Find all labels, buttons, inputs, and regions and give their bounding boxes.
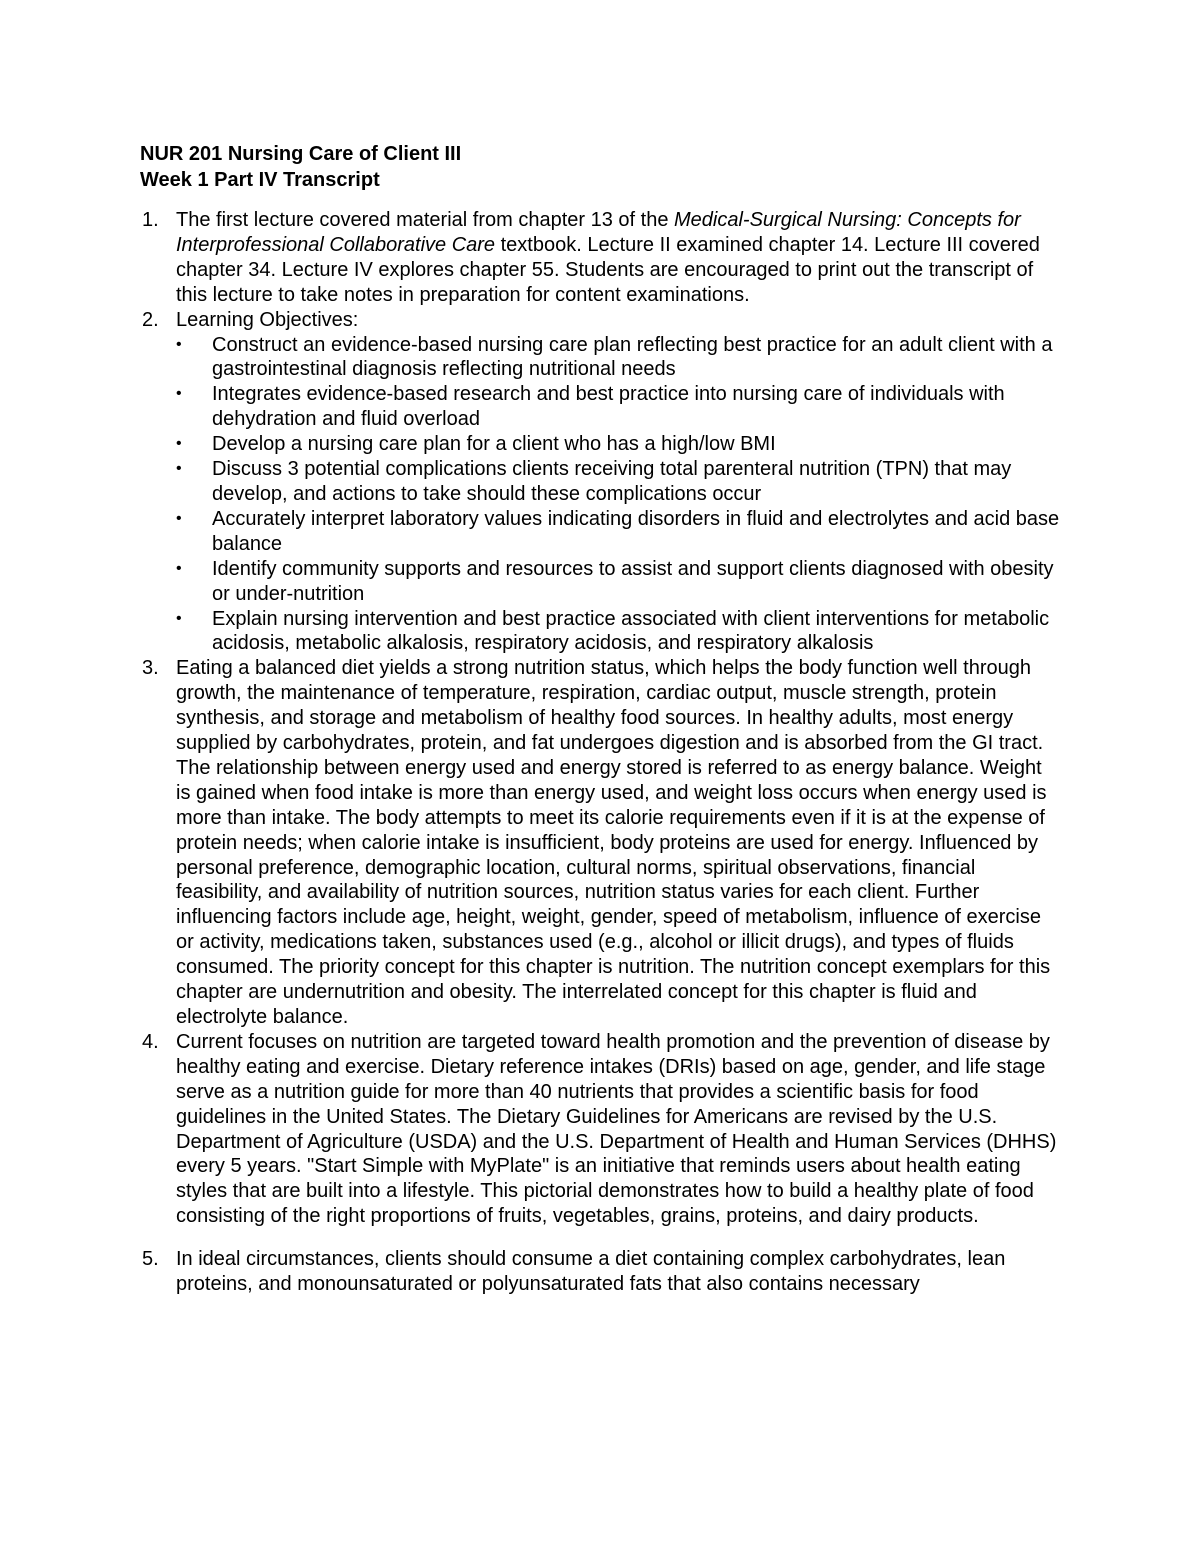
item-number: 1.	[142, 209, 159, 231]
document-title: NUR 201 Nursing Care of Client III	[140, 143, 462, 165]
item-text: Eating a balanced diet yields a strong nutrition status, which helps the body function well through growth, the maintenance of temperature, respiration, cardiac output, muscle strength, protein synthesis, and storage and metabolism of healthy food sources. In healthy adults, most energy supplied by carbohydrates, protein, and fat undergoes digestion and is absorbed from the GI tract. The relationship between energy used and energy stored is referred to as energy balance. Weight is gained when food intake is more than energy used, and weight loss occurs when energy used is more than intake. The body attempts to meet its calorie requirements even if it is at the expense of protein needs; when calorie intake is insufficient, body proteins are used for energy. Influenced by personal preference, demographic location, cultural norms, spiritual observations, financial feasibility, and availability of nutrition sources, nutrition status varies for each client. Further influencing factors include age, height, weight, gender, speed of metabolism, influence of exercise or activity, medications taken, substances used (e.g., alcohol or illicit drugs), and types of fluids consumed. The priority concept for this chapter is nutrition. The nutrition concept exemplars for this chapter are undernutrition and obesity. The interrelated concept for this chapter is fluid and electrolyte balance.	[176, 657, 1051, 1028]
objective-item: • Explain nursing intervention and best practice associated with client interventions for metabolic acidosis, metabolic alkalosis, respiratory acidosis, and respiratory alkalosis	[176, 607, 1050, 655]
objectives-list	[176, 333, 1060, 657]
bullet-icon: •	[176, 335, 182, 353]
list-item-1	[140, 208, 1060, 308]
objective-item: • Construct an evidence-based nursing care plan reflecting best practice for an adult client with a gastrointestinal diagnosis reflecting nutritional needs	[176, 333, 1053, 381]
learning-objectives-heading: Learning Objectives:	[176, 308, 359, 331]
list-item-2	[140, 308, 1060, 657]
bullet-icon: •	[176, 435, 182, 453]
list-item-5	[140, 1247, 1060, 1297]
item-number: 3.	[142, 657, 159, 680]
bullet-icon: •	[176, 609, 182, 627]
objective-item: • Develop a nursing care plan for a client who has a high/low BMI	[176, 433, 776, 456]
numbered-list	[140, 208, 1060, 1297]
item-text: In ideal circumstances, clients should consume a diet containing complex carbohydrates, lean proteins, and monounsaturated or polyunsaturated fats that also contains necessary	[176, 1248, 1006, 1296]
item-text: textbook. Lecture II examined chapter 14. Lecture III covered chapter 34. Lecture IV explores chapter 55. Students are encouraged to print out the transcript of this lecture to take notes in preparation for content examinations.	[176, 233, 1040, 306]
item-number: 5.	[142, 1248, 159, 1271]
bullet-icon: •	[176, 509, 182, 527]
textbook-title: Medical-Surgical Nursing: Concepts for Interprofessional Collaborative Care	[176, 209, 1021, 256]
list-item-3	[140, 656, 1060, 1030]
bullet-icon: •	[176, 559, 182, 577]
objective-item: • Integrates evidence-based research and best practice into nursing care of individuals with dehydration and fluid overload	[176, 383, 1005, 431]
item-number: 2.	[142, 308, 159, 331]
document-subtitle: Week 1 Part IV Transcript	[140, 169, 380, 191]
list-item-4	[140, 1030, 1060, 1229]
item-number: 4.	[142, 1030, 159, 1053]
item-text: Current focuses on nutrition are targeted toward health promotion and the prevention of disease by healthy eating and exercise. Dietary reference intakes (DRIs) based on age, gender, and life stage serve as a nutrition guide for more than 40 nutrients that provides a scientific basis for food guidelines in the United States. The Dietary Guidelines for Americans are revised by the U.S. Department of Agriculture (USDA) and the U.S. Department of Health and Human Services (DHHS) every 5 years. "Start Simple with MyPlate" is an initiative that reminds users about health eating styles that are built into a lifestyle. This pictorial demonstrates how to build a healthy plate of food consisting of the right proportions of fruits, vegetables, grains, proteins, and dairy products.	[176, 1030, 1057, 1228]
objective-item: • Identify community supports and resources to assist and support clients diagnosed with obesity or under-nutrition	[176, 557, 1054, 605]
objective-item: • Discuss 3 potential complications clients receiving total parenteral nutrition (TPN) that may develop, and actions to take should these complications occur	[176, 458, 1012, 505]
item-text: The first lecture covered material from chapter 13 of the	[176, 209, 674, 231]
bullet-icon: •	[176, 460, 182, 478]
bullet-icon: •	[176, 385, 182, 403]
objective-item: • Accurately interpret laboratory values indicating disorders in fluid and electrolytes and acid base balance	[176, 507, 1060, 555]
